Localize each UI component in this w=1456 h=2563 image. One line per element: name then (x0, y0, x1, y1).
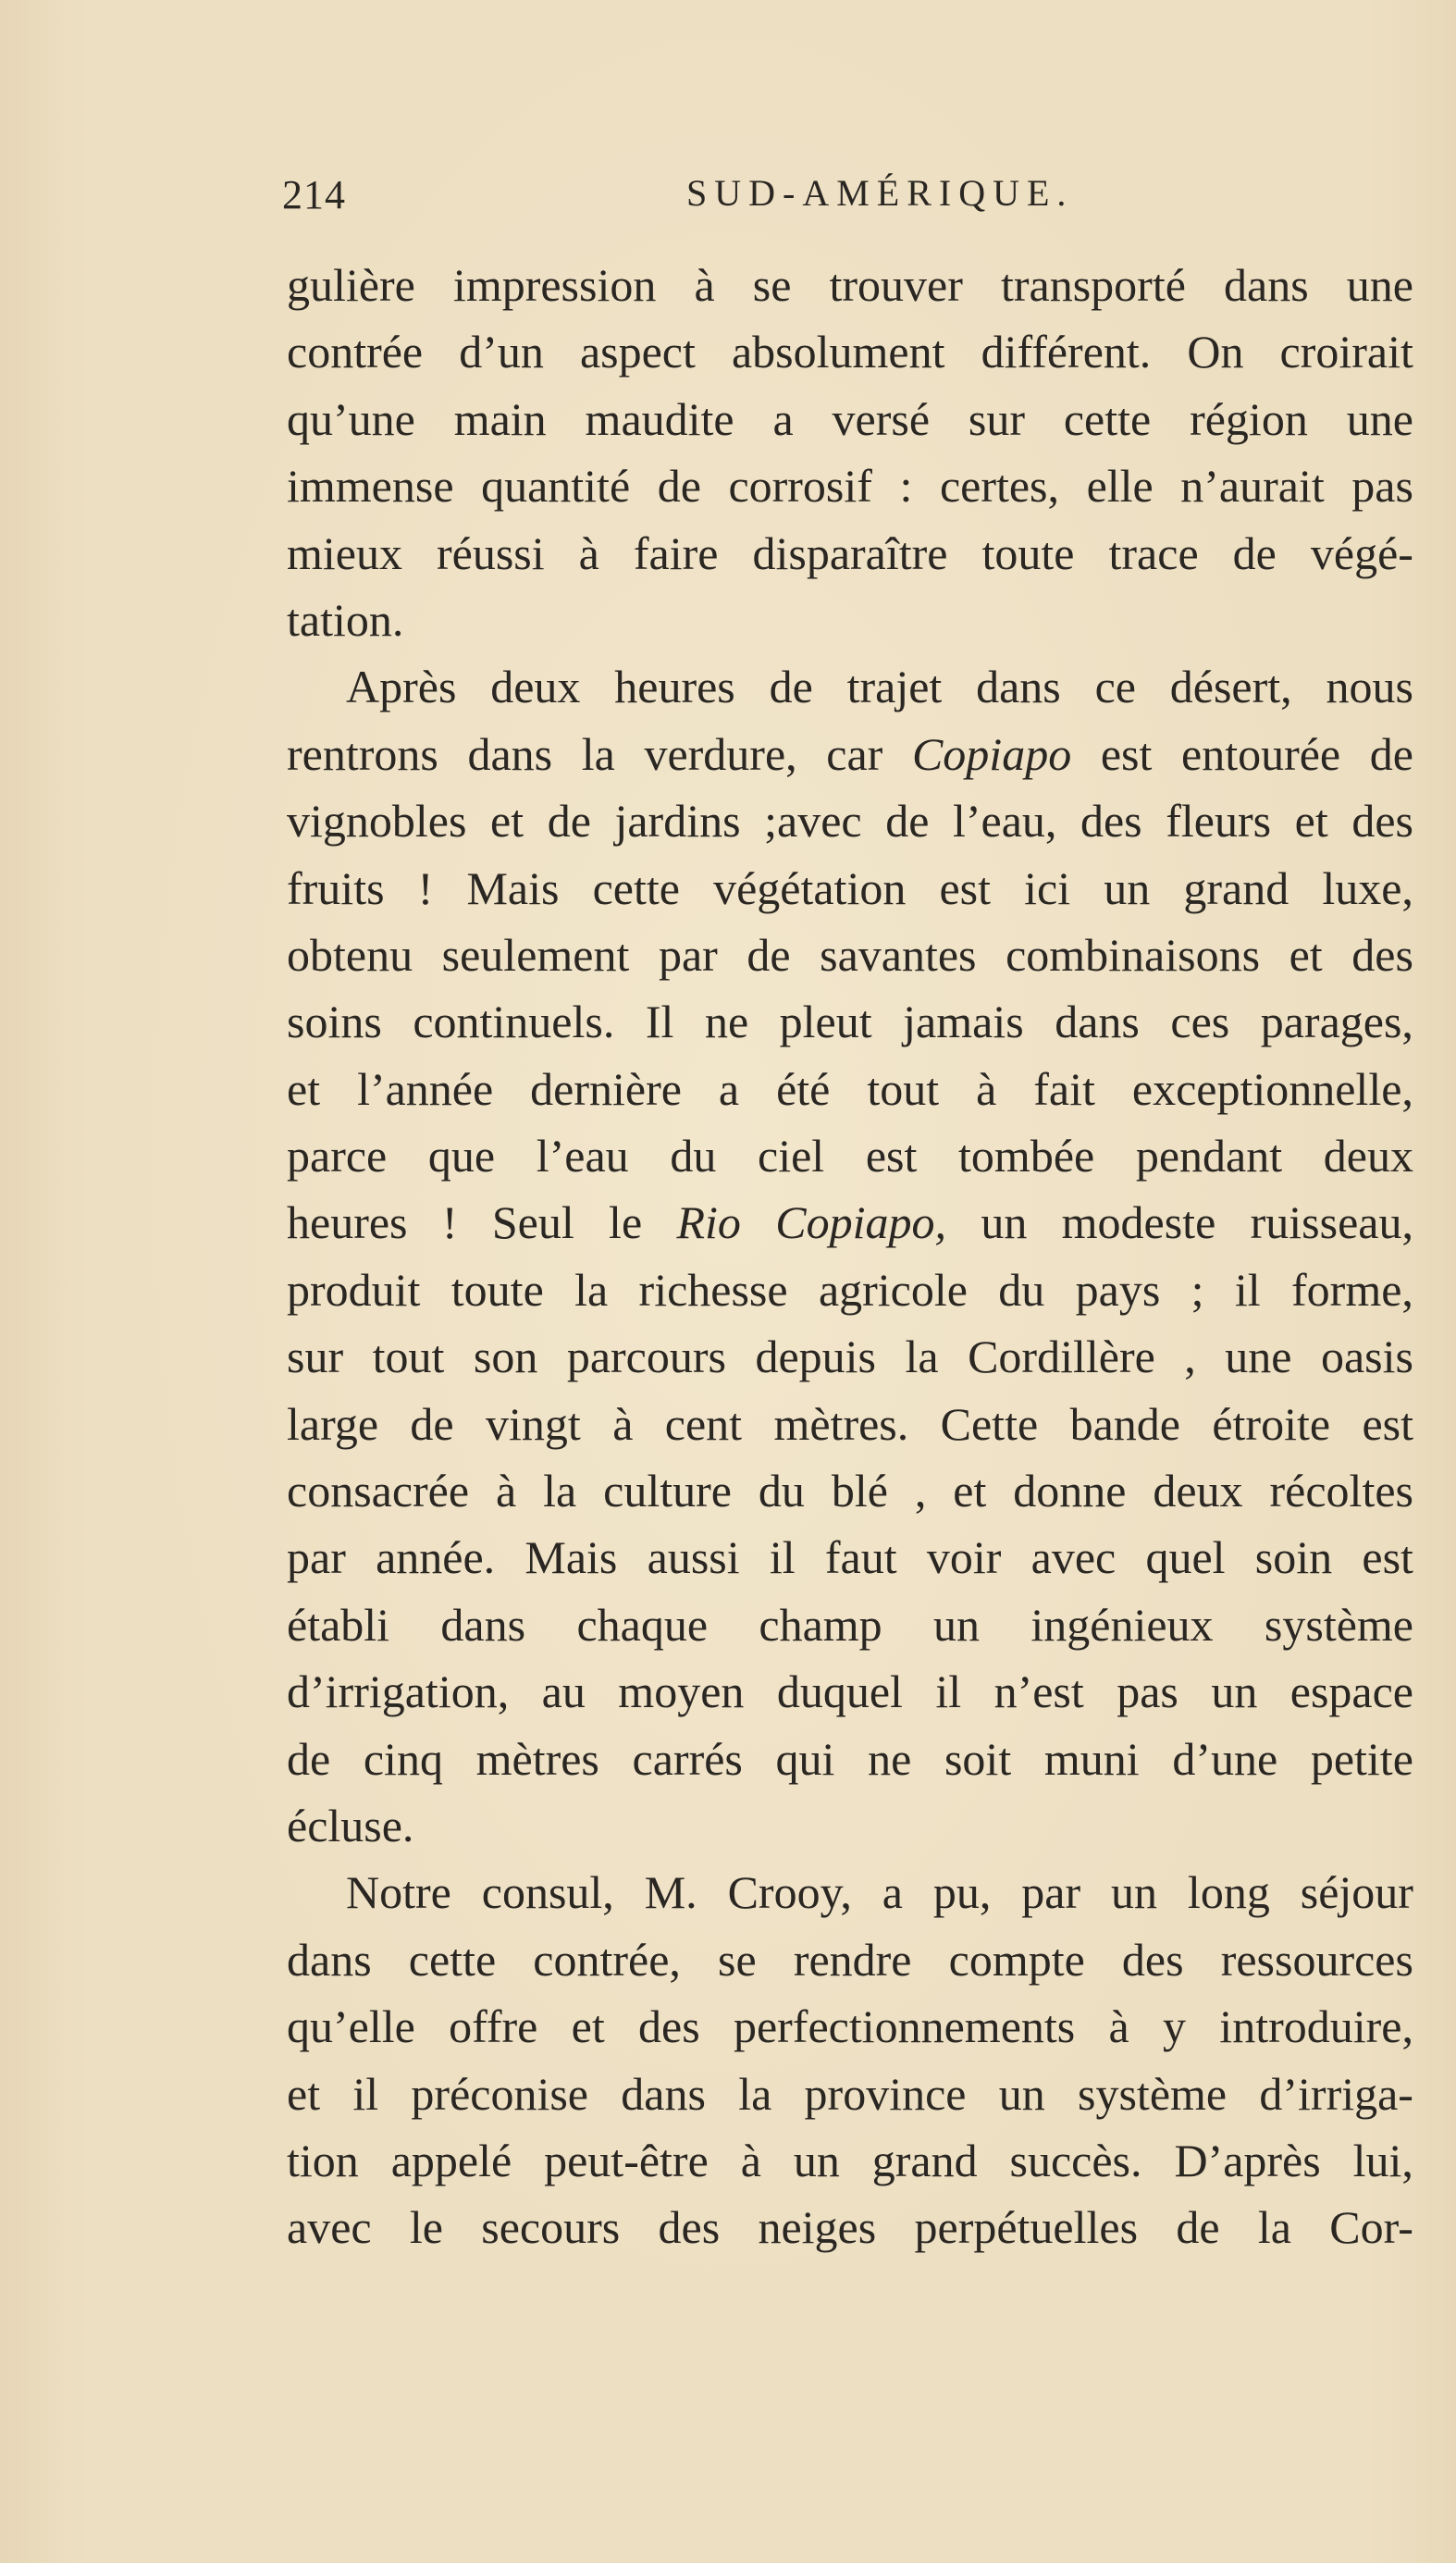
word: oasis (1320, 1331, 1413, 1383)
text-line (287, 2194, 1413, 2260)
word: cinq (363, 1732, 443, 1785)
word: a (882, 1866, 903, 1919)
word: corrosif (728, 460, 872, 513)
text-line (287, 1122, 1413, 1189)
word: des (638, 2000, 700, 2053)
word: ce (1094, 661, 1136, 713)
word: Cor- (1329, 2201, 1413, 2254)
word: tout (372, 1331, 445, 1383)
text-line (287, 1391, 1413, 1457)
word: entourée (1181, 727, 1341, 780)
word: espace (1289, 1665, 1413, 1718)
word: une (1346, 392, 1413, 445)
word: d’irrigation, (287, 1665, 510, 1718)
word: séjour (1300, 1866, 1413, 1919)
word: dans (440, 1598, 526, 1651)
word: un (933, 1598, 981, 1651)
word: vingt (486, 1397, 581, 1450)
word: heures (614, 661, 735, 713)
word: est (1362, 1531, 1413, 1584)
word: soit (944, 1732, 1012, 1785)
word: le (609, 1196, 643, 1249)
word: dans (1055, 996, 1140, 1048)
word: son (473, 1331, 538, 1383)
word: vignobles (287, 795, 467, 848)
italic-word: Copiapo, (775, 1196, 946, 1249)
word: culture (603, 1465, 732, 1517)
word: un (793, 2134, 840, 2186)
word: dans (287, 1933, 372, 1986)
word: et (571, 2000, 605, 2053)
word: végé- (1310, 526, 1413, 579)
word: faut (824, 1531, 897, 1584)
word: Notre (346, 1866, 451, 1919)
word: à (694, 259, 715, 311)
text-line (287, 1926, 1413, 1993)
word: de (547, 795, 591, 848)
word: des (1080, 795, 1142, 848)
word: différent. (981, 326, 1152, 378)
word: perpétuelles (914, 2201, 1139, 2254)
word: la (574, 1263, 609, 1316)
word: avec (287, 2201, 372, 2254)
word: modeste (1061, 1196, 1216, 1249)
word: Seul (491, 1196, 574, 1249)
word: Mais (466, 861, 560, 914)
text-line (287, 855, 1413, 922)
word: d’un (459, 326, 544, 378)
word: lui, (1352, 2134, 1413, 2186)
text-line (287, 1323, 1413, 1390)
word: soins (287, 996, 382, 1048)
running-head: SUD-AMÉRIQUE. (686, 172, 1074, 214)
page-header (282, 171, 1413, 227)
word: l’eau, (952, 795, 1057, 848)
word: nous (1326, 661, 1413, 713)
word: appelé (390, 2134, 512, 2186)
word: ici (1024, 861, 1071, 914)
word: pu, (932, 1866, 992, 1919)
word: consul, (481, 1866, 614, 1919)
word: pas (1351, 460, 1413, 513)
word: à (496, 1465, 517, 1517)
word: la (581, 727, 615, 780)
word: ; (1191, 1263, 1204, 1316)
word: la (738, 2067, 772, 2120)
word: jamais (903, 996, 1024, 1048)
word: disparaître (752, 526, 948, 579)
text-line (287, 452, 1413, 519)
word: trajet (846, 661, 943, 713)
word: une (1346, 259, 1413, 311)
word: tion (287, 2134, 359, 2186)
word: un (981, 1196, 1028, 1249)
word: que (427, 1130, 496, 1182)
page-number: 214 (282, 172, 346, 217)
word: l’année (357, 1062, 494, 1115)
word: dans (467, 727, 553, 780)
word: pays (1075, 1263, 1161, 1316)
word: elle (1086, 460, 1154, 513)
text-line (287, 587, 1413, 653)
word: il (352, 2067, 379, 2120)
word: exceptionnelle, (1131, 1062, 1413, 1115)
word: peut-être (544, 2134, 709, 2186)
word: ne (868, 1732, 912, 1785)
word: toute (981, 526, 1075, 579)
word: produit (287, 1263, 421, 1316)
word: petite (1310, 1732, 1413, 1785)
word: à (976, 1062, 997, 1115)
word: , (914, 1465, 927, 1517)
word: écluse. (287, 1799, 414, 1851)
text-line (287, 1993, 1413, 2060)
word: du (758, 1465, 805, 1517)
word: sur (968, 392, 1025, 445)
text-line (287, 1591, 1413, 1658)
word: de (747, 928, 791, 981)
word: une (1225, 1331, 1292, 1383)
word: un (1111, 1866, 1158, 1919)
word: de (1369, 727, 1413, 780)
word: par (1021, 1866, 1081, 1919)
word: d’irriga- (1259, 2067, 1413, 2120)
word: est (1362, 1397, 1413, 1450)
word: depuis (755, 1331, 877, 1383)
word: parce (287, 1130, 388, 1182)
word: des (1351, 928, 1413, 981)
word: du (998, 1263, 1045, 1316)
word: large (287, 1397, 379, 1450)
word: D’après (1174, 2134, 1321, 2186)
word: gulière (287, 259, 415, 311)
word: On (1187, 326, 1244, 378)
word: de (769, 661, 813, 713)
word: à (1108, 2000, 1129, 2053)
word: à (578, 526, 599, 579)
word: parcours (566, 1331, 726, 1383)
word: succès. (1009, 2134, 1142, 2186)
text-line (287, 2127, 1413, 2194)
word: donne (1013, 1465, 1127, 1517)
word: récoltes (1269, 1465, 1413, 1517)
word: et (287, 2067, 321, 2120)
word: deux (490, 661, 581, 713)
word: rentrons (287, 727, 438, 780)
word: ne (704, 996, 749, 1048)
word: désert, (1169, 661, 1292, 713)
word: parages, (1260, 996, 1413, 1048)
word: du (670, 1130, 717, 1182)
word: n’aurait (1180, 460, 1325, 513)
word: grand (1183, 861, 1289, 914)
word: champ (759, 1598, 882, 1651)
word: duquel (776, 1665, 903, 1718)
word: trace (1108, 526, 1199, 579)
text-line (287, 787, 1413, 854)
word: région (1190, 392, 1308, 445)
word: ruisseau, (1250, 1196, 1413, 1249)
word: étroite (1212, 1397, 1331, 1450)
word: pas (1117, 1665, 1178, 1718)
text-line (287, 318, 1413, 385)
word: système (1078, 2067, 1228, 2120)
word: il (1234, 1263, 1261, 1316)
word: obtenu (287, 928, 413, 981)
word: est (939, 861, 992, 914)
italic-word: Copiapo (911, 727, 1072, 780)
word: dans (976, 661, 1061, 713)
word: richesse (638, 1263, 788, 1316)
word: qui (775, 1732, 835, 1785)
word: absolument (731, 326, 945, 378)
word: un (1211, 1665, 1258, 1718)
word: cette (1063, 392, 1152, 445)
word: à (612, 1397, 634, 1450)
word: de (410, 1397, 454, 1450)
word: compte (948, 1933, 1085, 1986)
text-line (287, 520, 1413, 587)
word: faire (633, 526, 719, 579)
word: fait (1033, 1062, 1095, 1115)
word: ingénieux (1030, 1598, 1214, 1651)
word: forme, (1291, 1263, 1413, 1316)
word: tout (867, 1062, 940, 1115)
word: consacrée (287, 1465, 470, 1517)
word: ciel (758, 1130, 825, 1182)
word: à (740, 2134, 761, 2186)
word: et (287, 1062, 321, 1115)
word: maudite (585, 392, 734, 445)
text-line (287, 1658, 1413, 1725)
word: ;avec (764, 795, 862, 848)
word: grand (871, 2134, 978, 2186)
word: heures (287, 1196, 408, 1249)
word: de (885, 795, 930, 848)
word: le (409, 2201, 443, 2254)
word: tombée (958, 1130, 1095, 1182)
word: croirait (1279, 326, 1413, 378)
word: l’eau (536, 1130, 629, 1182)
word: qu’elle (287, 2000, 415, 2053)
word: immense (287, 460, 454, 513)
word: ! (417, 861, 434, 914)
word: agricole (818, 1263, 968, 1316)
text-line (287, 721, 1413, 787)
word: aussi (647, 1531, 740, 1584)
word: mieux (287, 526, 402, 579)
word: dernière (530, 1062, 682, 1115)
word: et (1289, 928, 1323, 981)
word: moyen (618, 1665, 745, 1718)
text-line (287, 1056, 1413, 1122)
word: réussi (437, 526, 545, 579)
word: Il (645, 996, 674, 1048)
word: blé (831, 1465, 888, 1517)
word: de (1176, 2201, 1220, 2254)
word: luxe, (1322, 861, 1413, 914)
word: trouver (829, 259, 963, 311)
word: de (657, 460, 701, 513)
word: verdure, (644, 727, 797, 780)
word: il (935, 1665, 962, 1718)
word: versé (832, 392, 931, 445)
text-line (287, 653, 1413, 720)
word: par (658, 928, 718, 981)
word: savantes (820, 928, 977, 981)
word: province (804, 2067, 967, 2120)
text-line (287, 1257, 1413, 1323)
word: ! (441, 1196, 458, 1249)
text-line (287, 1726, 1413, 1792)
text-line (287, 1457, 1413, 1524)
word: préconise (411, 2067, 588, 2120)
word: ces (1170, 996, 1230, 1048)
text-line (287, 2061, 1413, 2127)
word: continuels. (413, 996, 615, 1048)
word: cent (664, 1397, 743, 1450)
word: , (1184, 1331, 1196, 1383)
word: des (1121, 1933, 1184, 1986)
word: la (905, 1331, 939, 1383)
word: Après (346, 661, 457, 713)
word: rendre (793, 1933, 912, 1986)
word: Crooy, (727, 1866, 852, 1919)
word: et (1294, 795, 1328, 848)
word: au (541, 1665, 586, 1718)
word: de (287, 1732, 331, 1785)
word: quantité (481, 460, 631, 513)
word: cette (408, 1933, 497, 1986)
word: qu’une (287, 392, 415, 445)
text-line (287, 1859, 1413, 1925)
word: Mais (524, 1531, 618, 1584)
word: soin (1254, 1531, 1333, 1584)
word: fleurs (1166, 795, 1272, 848)
word: la (1257, 2201, 1291, 2254)
word: fruits (287, 861, 385, 914)
word: deux (1153, 1465, 1243, 1517)
word: végétation (713, 861, 907, 914)
word: : (899, 460, 913, 513)
word: offre (449, 2000, 538, 2053)
word: seulement (441, 928, 630, 981)
word: par (287, 1531, 346, 1584)
word: voir (926, 1531, 1002, 1584)
word: y (1163, 2000, 1187, 2053)
word: pleut (779, 996, 872, 1048)
word: a (718, 1062, 740, 1115)
word: combinaisons (1006, 928, 1261, 981)
word: cette (592, 861, 680, 914)
word: mètres. (773, 1397, 909, 1450)
word: toute (450, 1263, 544, 1316)
text-line (287, 386, 1413, 452)
word: été (776, 1062, 831, 1115)
text-line (287, 1792, 1413, 1859)
word: et (490, 795, 524, 848)
word: long (1187, 1866, 1270, 1919)
word: mètres (475, 1732, 599, 1785)
word: la (543, 1465, 577, 1517)
word: transporté (1000, 259, 1186, 311)
word: pendant (1135, 1130, 1283, 1182)
word: système (1264, 1598, 1413, 1651)
word: perfectionnements (733, 2000, 1076, 2053)
word: des (658, 2201, 721, 2254)
word: des (1351, 795, 1413, 848)
word: un (1104, 861, 1151, 914)
word: a (772, 392, 794, 445)
word: est (1100, 727, 1153, 780)
word: se (752, 259, 792, 311)
word: et (953, 1465, 987, 1517)
word: dans (1224, 259, 1309, 311)
word: main (453, 392, 547, 445)
word: aspect (579, 326, 696, 378)
word: se (718, 1933, 757, 1986)
word: établi (287, 1598, 390, 1651)
word: tation. (287, 593, 404, 646)
text-line (287, 988, 1413, 1055)
word: carrés (632, 1732, 743, 1785)
word: bande (1069, 1397, 1180, 1450)
word: neiges (758, 2201, 877, 2254)
body-text (287, 252, 1413, 2261)
word: introduire, (1219, 2000, 1413, 2053)
word: de (1232, 526, 1277, 579)
word: impression (452, 259, 657, 311)
word: année. (376, 1531, 496, 1584)
word: d’une (1172, 1732, 1278, 1785)
word: n’est (993, 1665, 1084, 1718)
word: Cordillère (968, 1331, 1155, 1383)
word: M. (644, 1866, 697, 1919)
text-line (287, 1524, 1413, 1591)
word: un (998, 2067, 1045, 2120)
word: sur (287, 1331, 344, 1383)
word: chaque (576, 1598, 709, 1651)
text-line (287, 252, 1413, 318)
word: avec (1030, 1531, 1117, 1584)
text-line (287, 1189, 1413, 1256)
word: car (826, 727, 883, 780)
text-line (287, 922, 1413, 988)
word: ressources (1220, 1933, 1413, 1986)
word: jardins (614, 795, 741, 848)
italic-word: Rio (676, 1196, 741, 1249)
word: contrée, (533, 1933, 681, 1986)
word: contrée (287, 326, 424, 378)
word: deux (1323, 1130, 1413, 1182)
word: secours (481, 2201, 621, 2254)
word: est (865, 1130, 918, 1182)
word: muni (1043, 1732, 1140, 1785)
word: il (769, 1531, 796, 1584)
word: quel (1145, 1531, 1226, 1584)
word: certes, (939, 460, 1060, 513)
word: dans (621, 2067, 706, 2120)
word: Cette (940, 1397, 1039, 1450)
